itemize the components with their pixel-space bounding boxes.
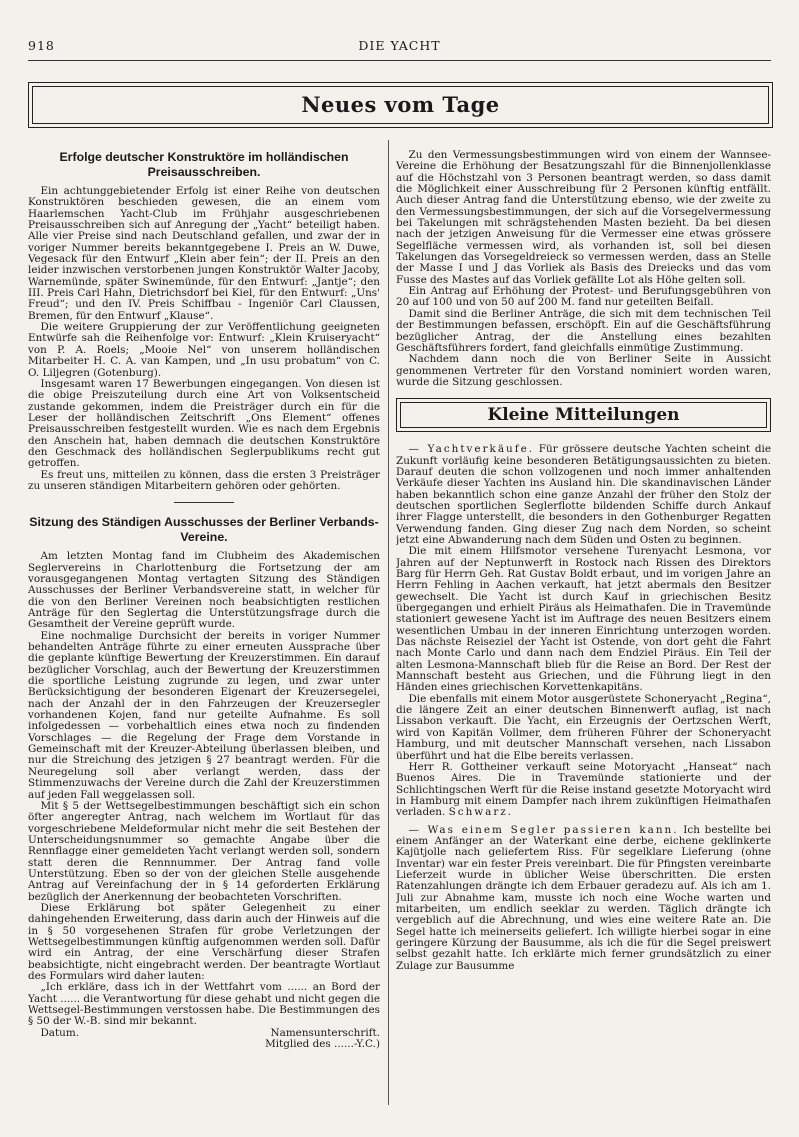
paragraph: Damit sind die Berliner Anträge, die sich mit dem technischen Teil der Bestimmungen befassen, erschöpft. Ein auf die Geschäftsführung bezüglicher Antrag, der die Anstellung eines bezahlten Geschäftsführers fordert, fand gleichfalls einmütige Zustimmung.	[396, 307, 771, 354]
item-text: Herr R. Gottheiner verkauft seine Motoryacht „Hanseat“ nach Buenos Aires. Die in Travemünde stationierte und der Schlichtingschen Werft für die Reise instand gesetzte Motoryacht wird in Hamburg mit einem Dampfer nach ihrem zukünftigen Heimathafen verladen.	[396, 760, 771, 819]
column-separator	[388, 140, 389, 1105]
item-lead: — Was einem Segler passieren kann.	[408, 823, 679, 836]
item-text: Ich bestellte bei einem Anfänger an der Waterkant eine derbe, eichene geklinkerte Kajütjolle nach geliefertem Riss. Für segelklare Lieferung (ohne Inventar) war ein fester Preis vereinbart. Die für Pfingsten vereinbarte Lieferzeit wurde in üblicher Weise überschritten. Die ersten Ratenzahlungen drängte ich dem Erbauer geradezu auf. Als ich am 1. Juli zur Abnahme kam, musste ich noch eine Woche warten und mitarbeiten, um endlich seeklar zu werden. Täglich drängte ich vergeblich auf die Abrechnung, und wies eine weitere Rate an. Die Segel hatte ich meinerseits geliefert. Ich willigte hierbei sogar in eine geringere Kürzung der Bausumme, als ich die für die Segel preiswert selbst gezahlt hatte. Ich erklärte mich ferner grundsätzlich zu einer Zulage zur Bausumme	[396, 823, 771, 972]
paragraph: Zu den Vermessungsbestimmungen wird von einem der Wannsee-Vereine die Erhöhung der Besatzungszahl für die Binnenjollenklasse auf die Höchstzahl von 3 Personen beantragt werden, so dass damit die Möglichkeit einer Ausschreibung für 2 Personen künftig entfällt. Auch dieser Antrag fand die Unterstützung ebenso, wie der zweite zu den Vermessungsbestimmungen, der sich auf die Vorsegelvermessung bei Takelungen mit schrägstehenden Masten bezieht. Da bei diesen nach der jetzigen Anweisung für die Vermesser eine etwas grössere Segelfläche vermessen wird, als vorhanden ist, soll bei diesen Takelungen das Vorsegeldreieck so vermessen werden, dass an Stelle der Masse I und J das Vorliek als Basis des Dreiecks und das vom Fusse des Mastes auf das Vorliek gefällte Lot als Höhe gelten soll.	[396, 150, 771, 286]
section-divider	[174, 502, 234, 503]
signature-member: Mitglied des ......-Y.C.)	[265, 1038, 380, 1051]
running-head	[28, 38, 771, 54]
paragraph: Die weitere Gruppierung der zur Veröffentlichung geeigneten Entwürfe sah die Reihenfolge vor: Entwurf: „Klein Kruiseryacht“ von P. A. Roels; „Mooie Nel“ von unserem holländischen Mitarbeiter H. C. A. van Kampen, und „In usu probatum“ von C. O. Liljegren (Gotenburg).	[28, 321, 380, 379]
paragraph: Mit § 5 der Wettsegelbestimmungen beschäftigt sich ein schon öfter angeregter Antrag, nach welchem im Wortlaut für das vorgeschriebene Meldeformular nicht mehr die seit Bestehen der Unterscheidungsnummer so gemachte Angabe über die Rennflagge einer gemeldeten Yacht verlangt werden soll, sondern statt deren die Rennnummer. Der Antrag fand volle Unterstützung. Eben so der von der gleichen Stelle ausgehende Antrag auf Vereinfachung der in § 14 geforderten Erklärung bezüglich der Anerkennung der beobachteten Vorschriften.	[28, 799, 380, 903]
paragraph: Die mit einem Hilfsmotor versehene Turenyacht Lesmona, vor Jahren auf der Neptunwerft in Rostock nach Rissen des Direktors Barg für Herrn Geh. Rat Gustav Boldt erbaut, und im vorigen Jahre an Herrn Fehling in Aachen verkauft, hat jetzt abermals den Besitzer gewechselt. Die Yacht ist durch Kauf in griechischen Besitz übergegangen und erhielt Piräus als Heimathafen. Die in Travemünde stationiert gewesene Yacht ist im Auftrage des neuen Besitzers einem wesentlichen Umbau in der inneren Einrichtung unterzogen worden. Das nächste Reiseziel der Yacht ist Ostende, von dort geht die Fahrt nach Monte Carlo und dann nach dem Endziel Piräus. Ein Teil der alten Lesmona-Mannschaft blieb für die Reise an Bord. Der Rest der Mannschaft besteht aus Griechen, und die Führung liegt in den Händen eines griechischen Korvettenkapitäns.	[396, 545, 771, 694]
paragraph: Ein achtunggebietender Erfolg ist einer Reihe von deutschen Konstruktören beschieden gewesen, die an einem vom Haarlemschen Yacht-Club im Frühjahr ausgeschriebenen Preisausschreiben sich auf Anregung der „Yacht“ beteiligt haben. Alle vier Preise sind nach Deutschland gefallen, und zwar der in voriger Nummer bereits bekanntgegebene I. Preis an W. Duwe, Vegesack für den Entwurf „Klein aber fein“; der II. Preis an den leider inzwischen verstorbenen jungen Konstruktör Walter Jacoby, Warnemünde, später Swinemünde, für den Entwurf: „Jantje“; den III. Preis Carl Hahn, Dietrichsdorf bei Kiel, für den Entwurf: „Uns' Freud“; und den IV. Preis Schiffbau - Ingeniör Carl Claussen, Bremen, für den Entwurf „Klause“.	[28, 185, 380, 322]
paragraph: Ein Antrag auf Erhöhung der Protest- und Berufungsgebühren von 20 auf 100 und von 50 auf 200 M. fand nur geteilten Beifall.	[396, 285, 771, 309]
journal-title: DIE YACHT	[358, 38, 441, 53]
paragraph	[396, 444, 771, 546]
page-number: 918	[28, 38, 55, 53]
paragraph: Am letzten Montag fand im Clubheim des Akademischen Seglervereins in Charlottenburg die Fortsetzung der am vorausgegangenen Montag vertagten Sitzung des Ständigen Ausschusses der Berliner Verbandsvereine statt, in welcher für die von den Berliner Vereinen noch beabsichtigten restlichen Anträge für den Seglertag die Unterstützungsfrage durch die Gesamtheit der Vereine geprüft wurde.	[28, 550, 380, 631]
form-quote: „Ich erkläre, dass ich in der Wettfahrt vom ...... an Bord der Yacht ...... die Verantwortung für diese gehabt und nicht gegen die Wettsegel-Bestimmungen verstossen habe. Die Bestimmungen des § 50 der W.-B. sind mir bekannt.	[28, 981, 380, 1028]
signature-name: Namensunterschrift.	[270, 1026, 380, 1039]
signature-date: Datum.	[40, 1026, 80, 1039]
article-heading: Sitzung des Ständigen Ausschusses der Berliner Verbands-Vereine.	[29, 515, 379, 545]
paragraph: Eine nochmalige Durchsicht der bereits in voriger Nummer behandelten Anträge führte zu einer erneuten Aussprache über die geplante künftige Bewertung der Kreuzerstimmen. Ein darauf bezüglicher Vorschlag, auch der Bewertung der Kreuzerstimmen die sportliche Leistung zugrunde zu legen, und zwar unter Berücksichtigung der besonderen Eigenart der Kreuzersegelei, nach der Anzahl der in den Fahrzeugen der Kreuzersegler vorhandenen Kojen, fand nur geteilte Aufnahme. Es soll infolgedessen — vorbehaltlich eines etwa noch zu findenden Vorschlages — die Regelung der Frage dem Vorstande in Gemeinschaft mit der Kreuzer-Abteilung überlassen bleiben, und nur die Streichung des jetzigen § 27 beantragt werden. Für die Neuregelung soll aber verlangt werden, dass der Stimmenzuwachs der Vereine durch die Zahl der Kreuzerstimmen auf jeden Fall weggelassen soll.	[28, 629, 380, 801]
subsection-banner	[396, 398, 771, 432]
paragraph: Es freut uns, mitteilen zu können, dass die ersten 3 Preisträger zu unseren ständigen Mitarbeitern gehören oder gehörten.	[28, 468, 380, 492]
paragraph: Diese Erklärung bot später Gelegenheit zu einer dahingehenden Erweiterung, dass darin auch der Hinweis auf die in § 50 vorgesehenen Strafen für grobe Verletzungen der Wettsegelbestimmungen künftig aufgenommen werden soll. Dafür wird ein Antrag, der eine Verschärfung dieser Strafen beabsichtigte, nicht eingebracht werden. Der beantragte Wortlaut des Formulars wird daher lauten:	[28, 901, 380, 982]
article-heading: Erfolge deutscher Konstruktöre im holländischen Preisausschreiben.	[59, 150, 349, 179]
author-signature: Schwarz.	[448, 806, 514, 819]
section-banner	[28, 82, 773, 128]
item-text: Für grössere deutsche Yachten scheint die Zukunft vorläufig keine besonderen Betätigungsaussichten zu bieten. Darauf deuten die schon vollzogenen und noch immer anhaltenden Verkäufe dieser Yachten ins Ausland hin. Die skandinavischen Länder haben bekanntlich schon eine ganze Anzahl der früher den Stolz der deutschen sportlichen Seglerflotte bildenden Schiffe durch Ankauf ihrer Flagge unterstellt, die besonders in den Gothenburger Regatten Verwendung fanden. Ging dieser Zug nach dem Norden, so scheint jetzt eine Abwanderung nach dem Süden und Osten zu beginnen.	[396, 443, 771, 546]
item-lead: — Yachtverkäufe.	[408, 443, 535, 456]
paragraph: Die ebenfalls mit einem Motor ausgerüstete Schoneryacht „Regina“, die längere Zeit an einer deutschen Binnenwerft auflag, ist nach Lissabon verkauft. Die Yacht, ein Erzeugnis der Oertzschen Werft, wird von Kapitän Vollmer, dem früheren Führer der Schoneryacht Hamburg, und mit deutscher Mannschaft versehen, nach Lissabon überführt und hat die Elbe bereits verlassen.	[396, 692, 771, 762]
paragraph	[396, 825, 771, 972]
right-column	[396, 150, 771, 1110]
paragraph: Nachdem dann noch die von Berliner Seite in Aussicht genommenen Vertreter für den Vorstand nominiert worden waren, wurde die Sitzung geschlossen.	[396, 353, 771, 388]
paragraph	[396, 762, 771, 819]
banner-title: Neues vom Tage	[301, 92, 500, 117]
header-rule	[28, 60, 771, 61]
subsection-title: Kleine Mitteilungen	[487, 405, 680, 426]
left-column	[28, 150, 380, 1110]
paragraph: Insgesamt waren 17 Bewerbungen eingegangen. Von diesen ist die obige Preiszuteilung durch eine Art von Volksentscheid zustande gekommen, indem die Preisträger durch ein für die Leser der holländischen Zeitschrift „Ons Element“ offenes Preisausschreiben festgestellt wurden. Wie es nach dem Ergebnis den Anschein hat, haben demnach die deutschen Konstruktöre den Geschmack des holländischen Seglerpublikums recht gut getroffen.	[28, 377, 380, 470]
